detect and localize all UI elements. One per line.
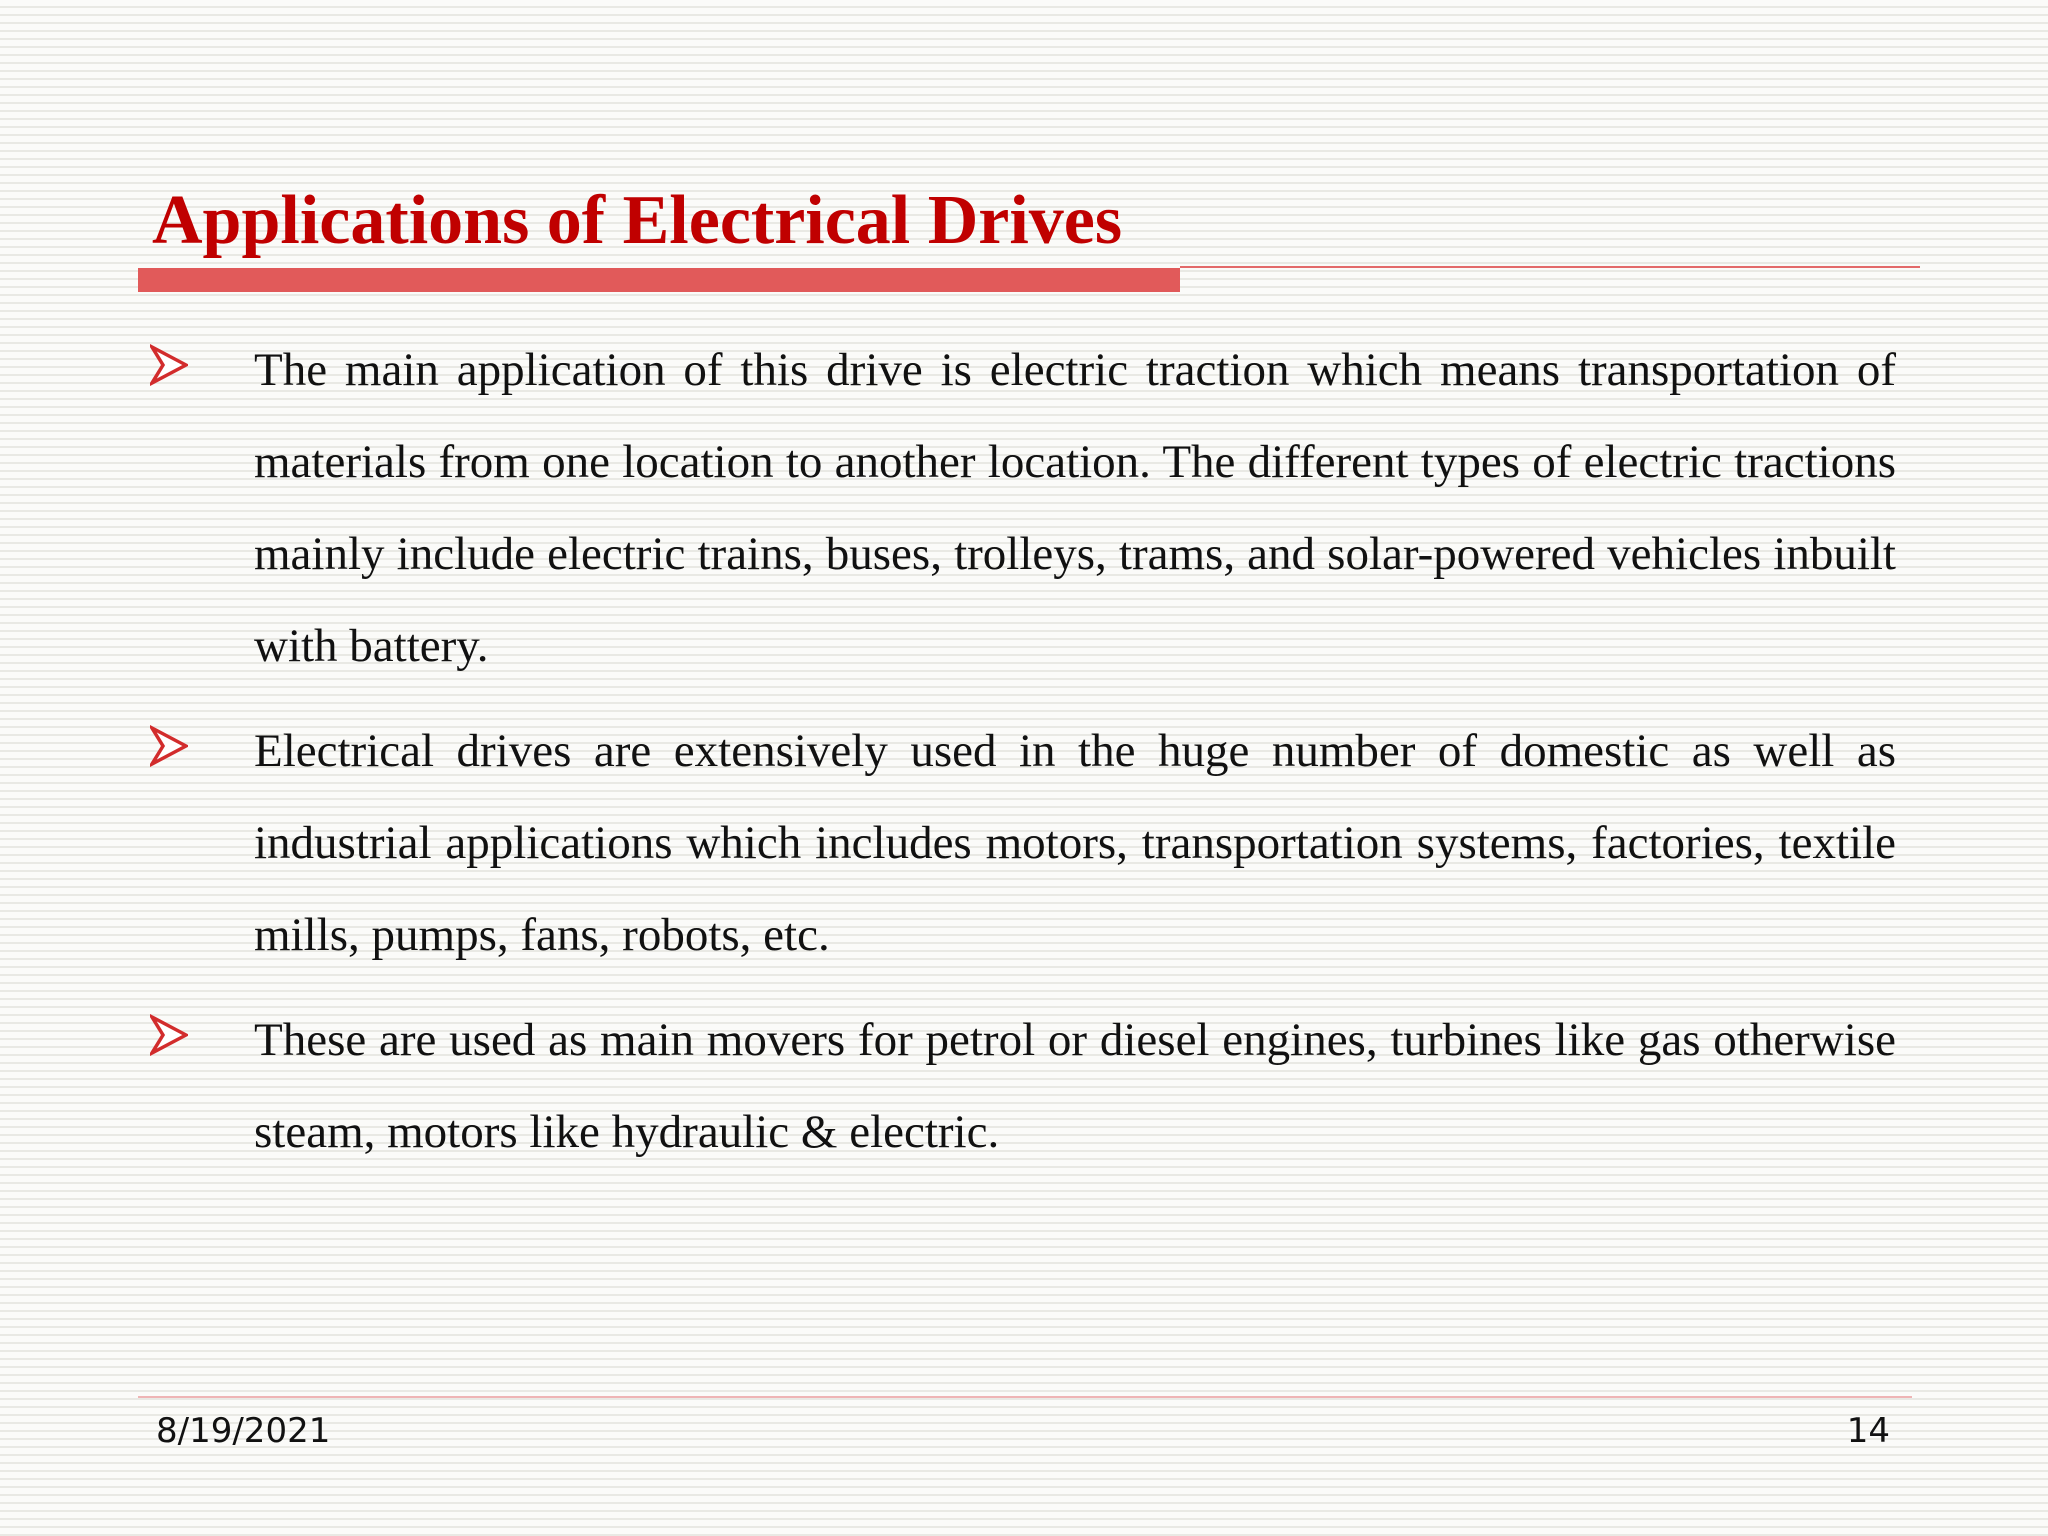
arrow-bullet-icon — [150, 725, 188, 767]
slide-title: Applications of Electrical Drives — [152, 182, 1123, 259]
bullet-text-3: These are used as main movers for petrol or diesel engines, turbines like gas otherwise steam, motors like hydraulic & electric. — [254, 1014, 1896, 1158]
bullet-text-2: Electrical drives are extensively used in the huge number of domestic as well as industrial applications which includes motors, transportation systems, factories, textile mills, pumps, fans, robots, etc. — [254, 725, 1896, 961]
arrow-bullet-icon — [150, 1014, 188, 1056]
arrow-bullet-icon — [150, 344, 188, 386]
footer-date: 8/19/2021 — [156, 1411, 331, 1451]
footer-divider — [138, 1396, 1912, 1398]
title-underline-thick — [138, 268, 1180, 292]
title-underline-thin — [1180, 266, 1920, 268]
page-number: 14 — [1846, 1411, 1890, 1451]
bullet-text-1: The main application of this drive is electric traction which means transportation of materials from one location to another location. The different types of electric tractions mainly include electric trains, buses, trolleys, trams, and solar-powered vehicles inbuilt with battery. — [254, 344, 1896, 672]
